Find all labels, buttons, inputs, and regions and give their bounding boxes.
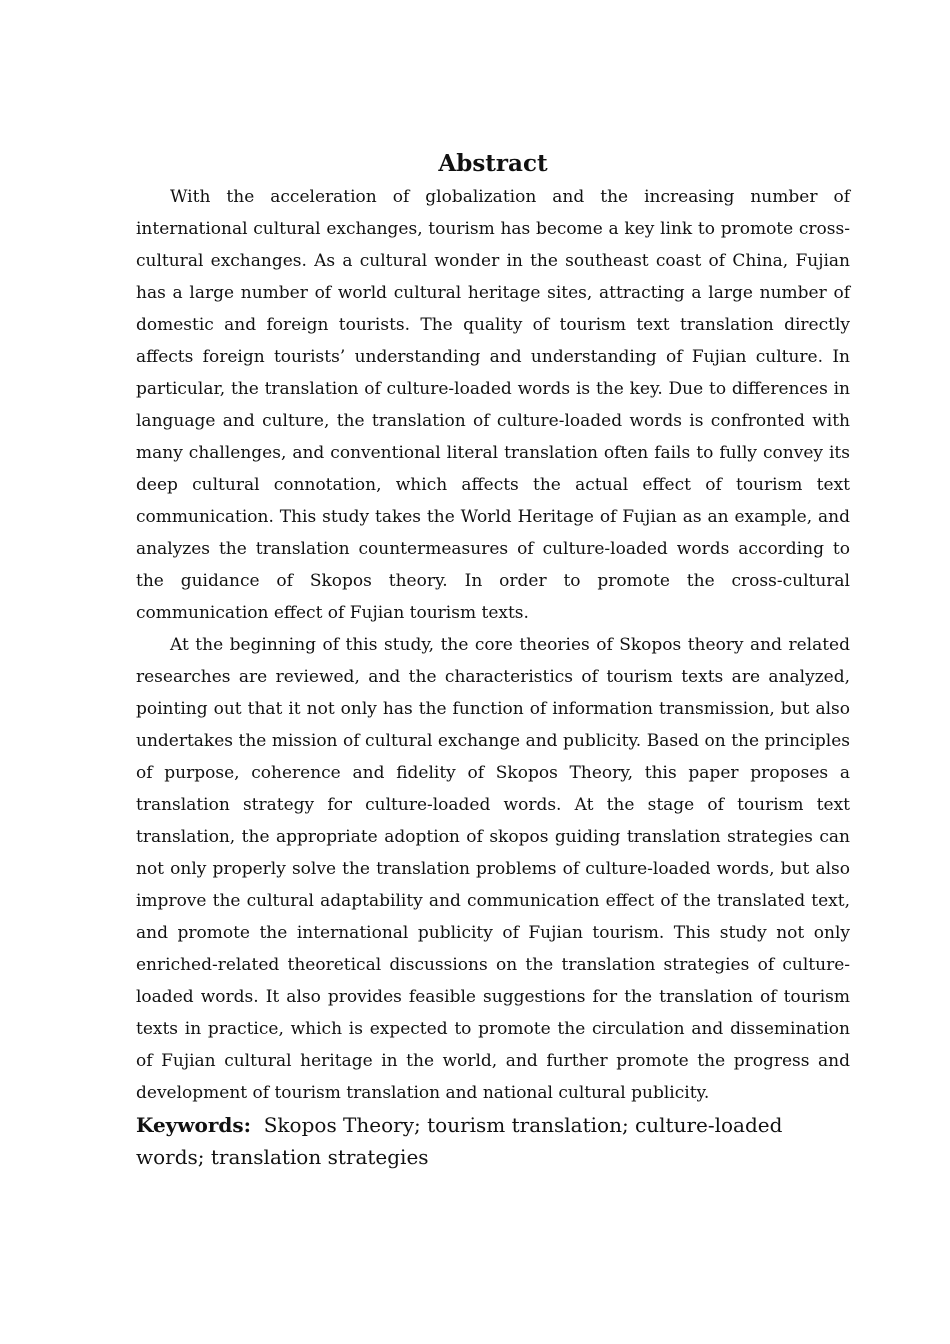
keywords-line [136, 1109, 850, 1173]
abstract-paragraph-2: At the beginning of this study, the core theories of Skopos theory and related researches are reviewed, and the characteristics of tourism texts are analyzed, pointing out that it not only has the function of information transmission, but also undertakes the mission of cultural exchange and publicity. Based on the principles of purpose, coherence and fidelity of Skopos Theory, this paper proposes a translation strategy for culture-loaded words. At the stage of tourism text translation, the appropriate adoption of skopos guiding translation strategies can not only properly solve the translation problems of culture-loaded words, but also improve the cultural adaptability and communication effect of the translated text, and promote the international publicity of Fujian tourism. This study not only enriched-related theoretical discussions on the translation strategies of culture-loaded words. It also provides feasible suggestions for the translation of tourism texts in practice, which is expected to promote the circulation and dissemination of Fujian cultural heritage in the world, and further promote the progress and development of tourism translation and national cultural publicity. [136, 635, 850, 1103]
abstract-title: Abstract [438, 150, 548, 177]
abstract-page [136, 147, 850, 1173]
abstract-paragraph-1: With the acceleration of globalization and the increasing number of international cultural exchanges, tourism has become a key link to promote cross-cultural exchanges. As a cultural wonder in the southeast coast of China, Fujian has a large number of world cultural heritage sites, attracting a large number of domestic and foreign tourists. The quality of tourism text translation directly affects foreign tourists’ understanding and understanding of Fujian culture. In particular, the translation of culture-loaded words is the key. Due to differences in language and culture, the translation of culture-loaded words is confronted with many challenges, and conventional literal translation often fails to fully convey its deep cultural connotation, which affects the actual effect of tourism text communication. This study takes the World Heritage of Fujian as an example, and analyzes the translation countermeasures of culture-loaded words according to the guidance of Skopos theory. In order to promote the cross-cultural communication effect of Fujian tourism texts. [136, 187, 850, 623]
keywords-text: Skopos Theory; tourism translation; culture-loaded words; translation strategies [136, 1113, 783, 1169]
keywords-label: Keywords: [136, 1113, 252, 1137]
